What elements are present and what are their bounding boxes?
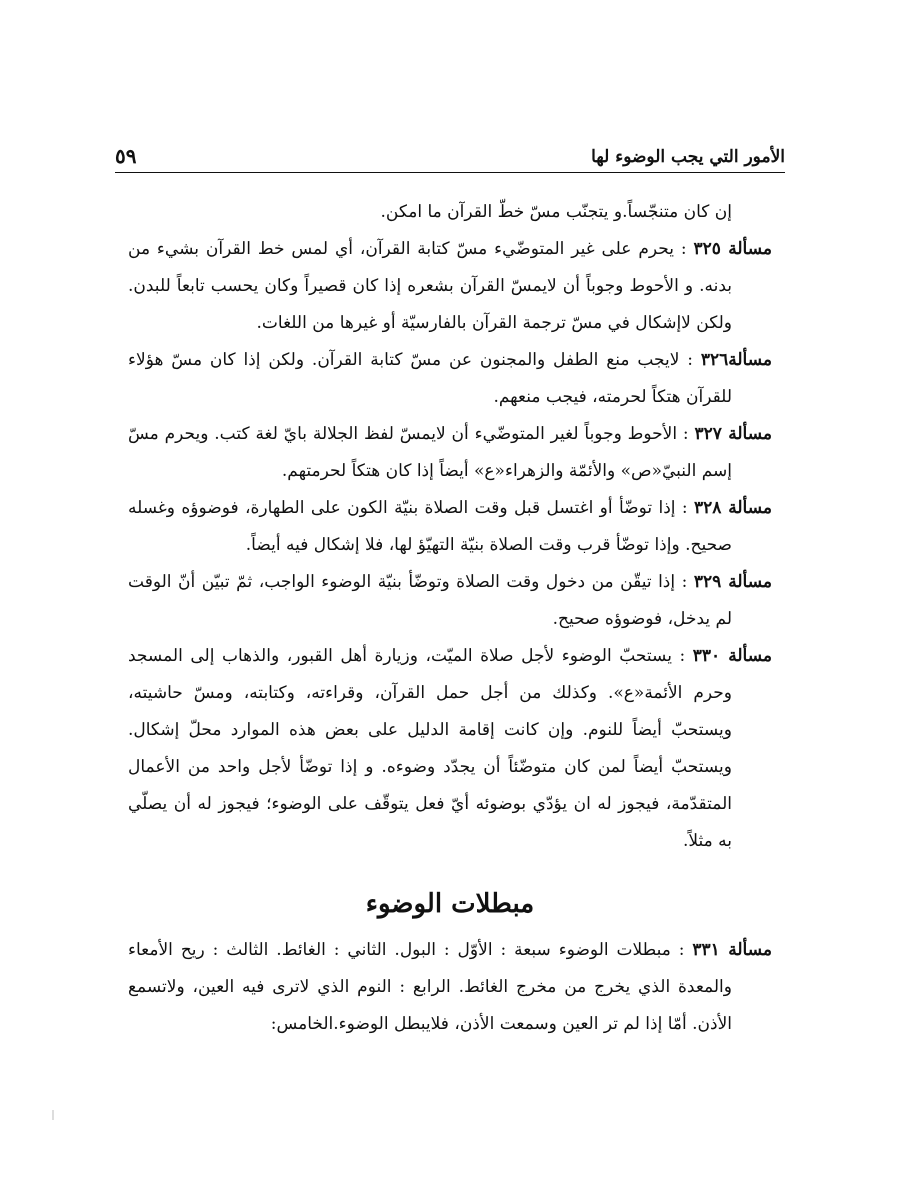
issue-330 bbox=[128, 638, 772, 860]
scan-mark bbox=[52, 1110, 54, 1120]
issue-327 bbox=[128, 416, 772, 490]
issue-label: مسألة ٣٢٩ bbox=[693, 572, 772, 592]
issue-325 bbox=[128, 231, 772, 342]
issue-text: : يستحبّ الوضوء لأجل صلاة الميّت، وزيارة أهل القبور، والذهاب إلى المسجد وحرم الأئمة«ع». وكذلك من أجل حمل القرآن، وقراءته، وكتابته، ومسّ حاشيته، ويستحبّ أيضاً للنوم. وإن كانت إقامة الدليل على بعض هذه الموارد محلّ إشكال. ويستحبّ أيضاً لمن كان متوضّئاً أن يجدّد وضوءه. و إذا توضّأ لأجل واحد من الأعمال المتقدّمة، فيجوز له ان يؤدّي بوضوئه أيّ فعل يتوقّف على الوضوء؛ فيجوز له أن يصلّي به مثلاً. bbox=[128, 646, 732, 851]
issue-text: : إذا تيقّن من دخول وقت الصلاة وتوضّأ بنيّة الوضوء الواجب، ثمّ تبيّن أنّ الوقت لم يدخل، فوضوؤه صحيح. bbox=[128, 572, 732, 629]
header-title: الأمور التي يجب الوضوء لها bbox=[591, 147, 785, 167]
issue-text: : مبطلات الوضوء سبعة : الأوّل : البول. الثاني : الغائط. الثالث : ريح الأمعاء والمعدة الذي يخرج من مخرج الغائط. الرابع : النوم الذي لاترى فيه العين، ولاتسمع الأذن. أمّا إذا لم تر العين وسمعت الأذن، فلايبطل الوضوء.الخامس: bbox=[128, 940, 732, 1034]
issue-label: مسألة ٣٢٥ bbox=[693, 239, 773, 259]
issue-label: مسألة ٣٣١ bbox=[692, 940, 772, 960]
issue-326 bbox=[128, 342, 772, 416]
issue-331 bbox=[128, 932, 772, 1043]
issue-label: مسألة ٣٢٨ bbox=[693, 498, 772, 518]
section-heading: مبطلات الوضوء bbox=[365, 889, 535, 919]
issue-328 bbox=[128, 490, 772, 564]
issue-text: : إذا توضّأ أو اغتسل قبل وقت الصلاة بنيّة الكون على الطهارة، فوضوؤه وغسله صحيح. وإذا توضّأ قرب وقت الصلاة بنيّة التهيّؤ لها، فلا إشكال فيه أيضاً. bbox=[128, 498, 732, 555]
page-number: ٥٩ bbox=[115, 144, 137, 168]
page-body bbox=[128, 194, 772, 1043]
issue-label: مسألة ٣٢٧ bbox=[694, 424, 772, 444]
intro-paragraph bbox=[128, 194, 772, 231]
intro-text: إن كان متنجّساً.و يتجنّب مسّ خطّ القرآن ما امكن. bbox=[380, 202, 732, 222]
issue-329 bbox=[128, 564, 772, 638]
header-rule bbox=[115, 172, 785, 173]
issue-label: مسألة ٣٣٠ bbox=[692, 646, 773, 666]
issue-text: : الأحوط وجوباً لغير المتوضّيء أن لايمسّ لفظ الجلالة بايّ لغة كتب. ويحرم مسّ إسم النبيّ«ص» والأئمّة والزهراء«ع» أيضاً إذا كان هتكاً لحرمتهم. bbox=[128, 424, 732, 481]
issue-label: مسألة٣٢٦ bbox=[700, 350, 772, 370]
running-header bbox=[115, 138, 785, 166]
issue-text: : يحرم على غير المتوضّيء مسّ كتابة القرآن، أي لمس خط القرآن بشيء من بدنه. و الأحوط وجوباً أن لايمسّ القرآن بشعره إذا كان قصيراً وكان يحسب تابعاً للبدن. ولكن لاإشكال في مسّ ترجمة القرآن بالفارسيّة أو غيرها من اللغات. bbox=[128, 239, 732, 333]
issue-text: : لايجب منع الطفل والمجنون عن مسّ كتابة القرآن. ولكن إذا كان مسّ هؤلاء للقرآن هتكاً لحرمته، فيجب منعهم. bbox=[128, 350, 732, 407]
